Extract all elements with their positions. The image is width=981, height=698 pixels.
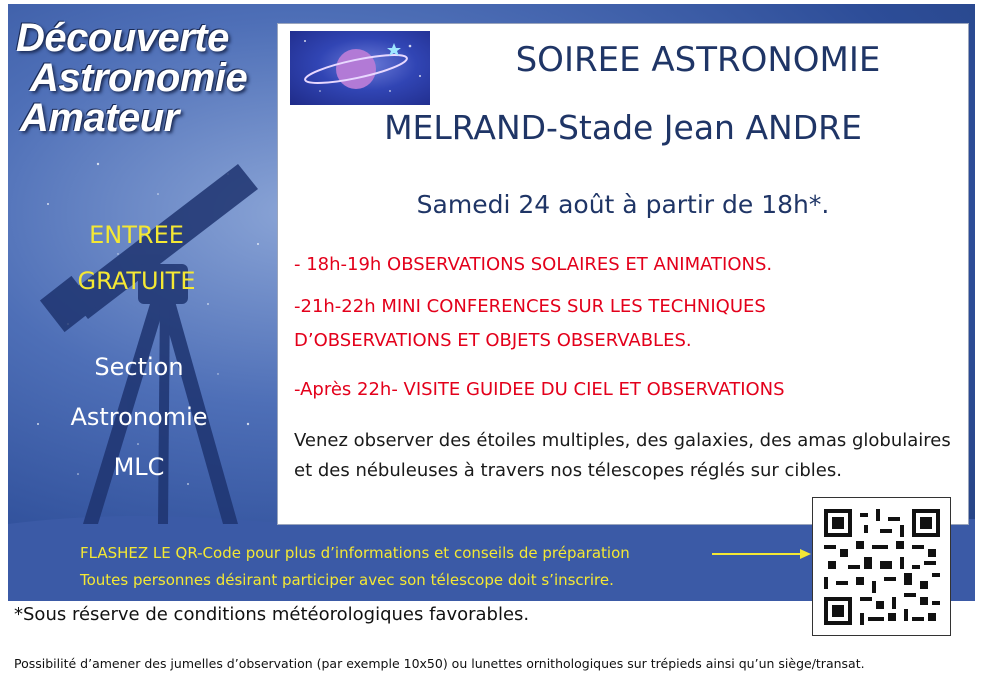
qr-code-icon[interactable] — [812, 497, 951, 636]
event-title — [16, 18, 247, 138]
free-entry-label — [44, 212, 229, 304]
register-line: Toutes personnes désirant participer avec son télescope doit s’inscrire. — [80, 571, 614, 589]
event-info-card — [277, 23, 969, 525]
organizer-line: Astronomie — [70, 403, 208, 431]
organizer-line: Section — [94, 353, 184, 381]
planet-thumbnail-icon — [290, 31, 430, 105]
title-line: Découverte — [16, 16, 229, 60]
event-description: Venez observer des étoiles multiples, des galaxies, des amas globulaires et des nébuleuses à travers nos télescopes réglés sur cibles. — [294, 430, 951, 481]
organizer-line: MLC — [113, 453, 165, 481]
organizer-label — [44, 342, 234, 492]
event-location: MELRAND-Stade Jean ANDRE — [384, 108, 862, 147]
event-date: Samedi 24 août à partir de 18h*. — [416, 190, 830, 219]
entry-line: GRATUITE — [77, 267, 196, 295]
program-item: D’OBSERVATIONS ET OBJETS OBSERVABLES. — [294, 330, 692, 351]
flash-line: FLASHEZ LE QR-Code pour plus d’informations et conseils de préparation — [80, 544, 630, 562]
program-item: -21h-22h MINI CONFERENCES SUR LES TECHNIQUES — [294, 296, 766, 317]
qr-instructions — [80, 540, 630, 594]
program-item: -Après 22h- VISITE GUIDEE DU CIEL ET OBSERVATIONS — [294, 379, 785, 400]
program-item: - 18h-19h OBSERVATIONS SOLAIRES ET ANIMATIONS. — [294, 254, 773, 275]
title-line: Astronomie — [30, 56, 248, 100]
entry-line: ENTREE — [89, 221, 184, 249]
weather-disclaimer: *Sous réserve de conditions météorologiques favorables. — [14, 604, 530, 625]
title-line: Amateur — [20, 96, 179, 140]
footer-note: Possibilité d’amener des jumelles d’observation (par exemple 10x50) ou lunettes ornithologiques sur trépieds ainsi qu’un siège/transat. — [14, 656, 865, 671]
arrow-right-icon — [712, 548, 812, 560]
event-heading: SOIREE ASTRONOMIE — [515, 40, 881, 80]
